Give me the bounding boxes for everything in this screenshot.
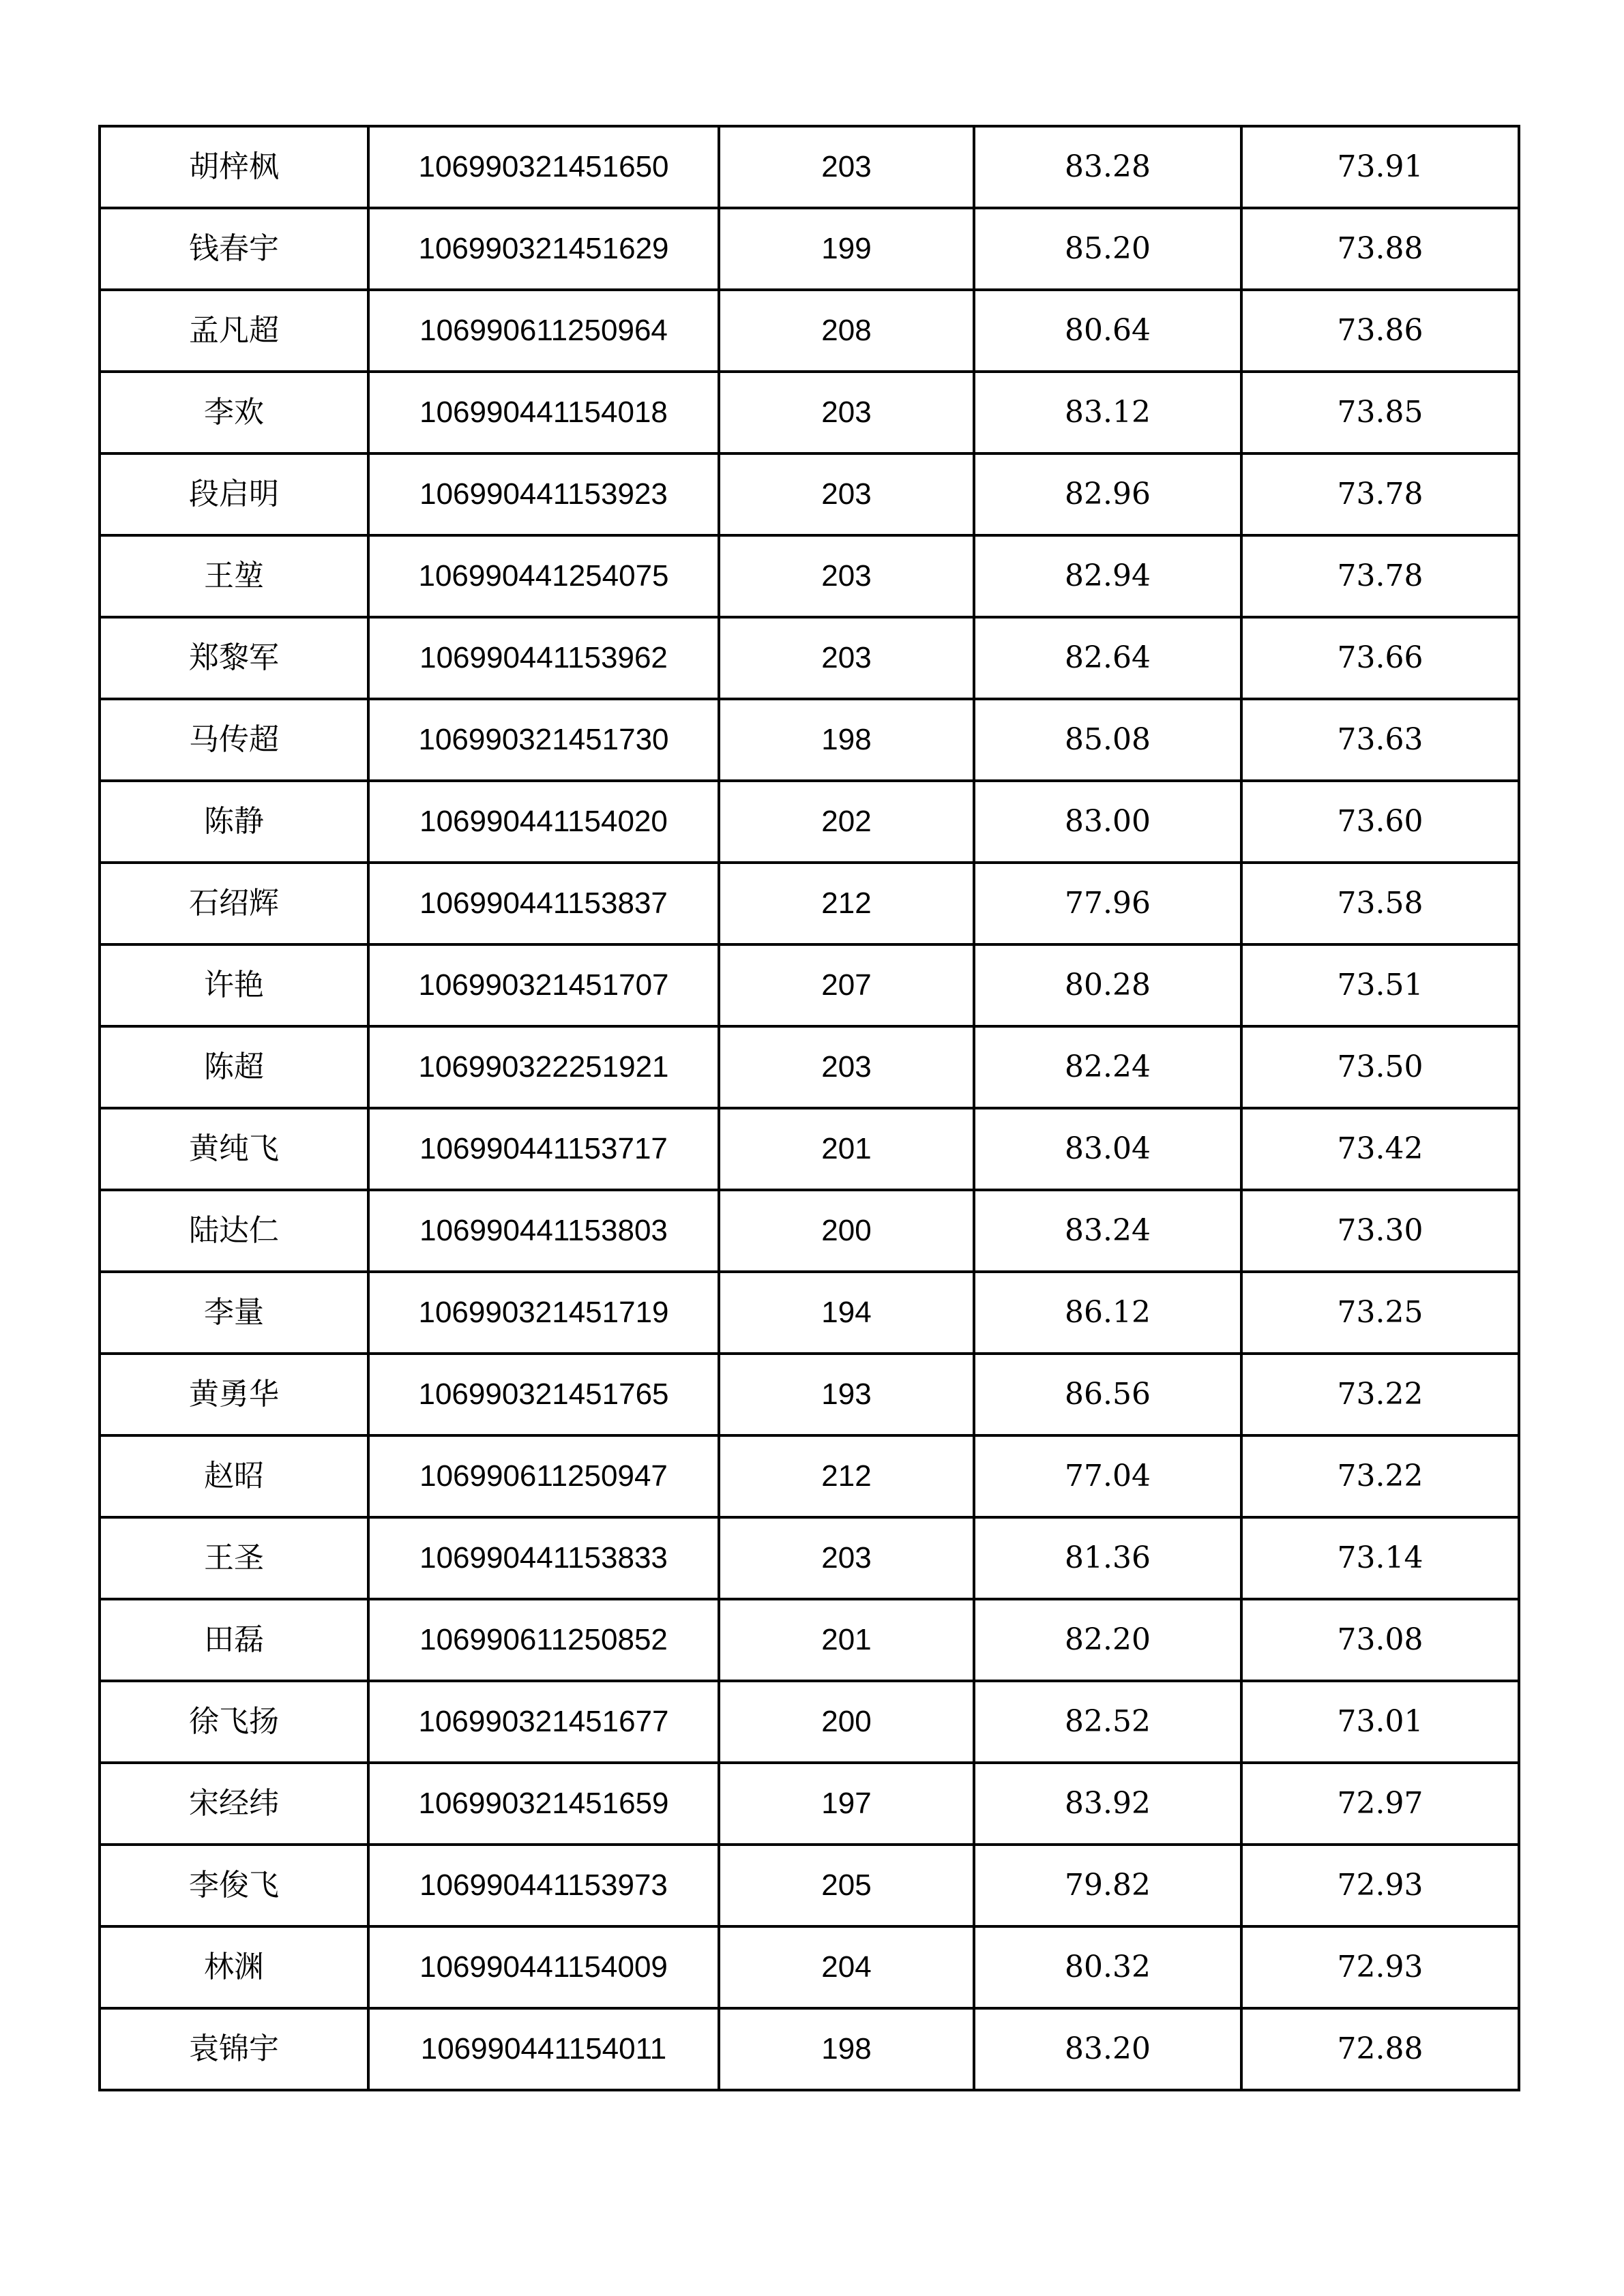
total-score-cell: 73.66	[1241, 617, 1519, 699]
table-row	[100, 290, 1519, 372]
total-score-cell: 72.97	[1241, 1763, 1519, 1845]
exam-id-cell: 106990441153962	[368, 617, 719, 699]
table-row	[100, 1681, 1519, 1763]
retest-score-cell: 82.64	[974, 617, 1241, 699]
candidate-name-cell: 陈超	[100, 1026, 368, 1108]
initial-score-cell: 194	[719, 1272, 974, 1354]
candidate-name-cell: 田磊	[100, 1599, 368, 1681]
table-row	[100, 1026, 1519, 1108]
retest-score-cell: 82.20	[974, 1599, 1241, 1681]
exam-id-cell: 106990611250852	[368, 1599, 719, 1681]
table-row	[100, 372, 1519, 453]
exam-id-cell: 106990441154020	[368, 781, 719, 863]
exam-id-cell: 106990441154018	[368, 372, 719, 453]
candidate-name-cell: 王圣	[100, 1517, 368, 1599]
candidate-name-cell: 徐飞扬	[100, 1681, 368, 1763]
candidate-name-cell: 马传超	[100, 699, 368, 781]
retest-score-cell: 82.96	[974, 453, 1241, 535]
initial-score-cell: 198	[719, 2008, 974, 2090]
table-row	[100, 535, 1519, 617]
table-row	[100, 1435, 1519, 1517]
table-row	[100, 1926, 1519, 2008]
retest-score-cell: 83.92	[974, 1763, 1241, 1845]
initial-score-cell: 203	[719, 126, 974, 208]
retest-score-cell: 80.28	[974, 944, 1241, 1026]
initial-score-cell: 197	[719, 1763, 974, 1845]
table-row	[100, 944, 1519, 1026]
total-score-cell: 73.63	[1241, 699, 1519, 781]
candidate-name-cell: 黄勇华	[100, 1354, 368, 1435]
candidate-name-cell: 许艳	[100, 944, 368, 1026]
initial-score-cell: 198	[719, 699, 974, 781]
initial-score-cell: 203	[719, 1517, 974, 1599]
initial-score-cell: 203	[719, 617, 974, 699]
table-row	[100, 699, 1519, 781]
initial-score-cell: 200	[719, 1190, 974, 1272]
exam-id-cell: 106990611250947	[368, 1435, 719, 1517]
table-row	[100, 453, 1519, 535]
total-score-cell: 73.01	[1241, 1681, 1519, 1763]
initial-score-cell: 202	[719, 781, 974, 863]
candidate-name-cell: 李量	[100, 1272, 368, 1354]
total-score-cell: 73.30	[1241, 1190, 1519, 1272]
retest-score-cell: 86.12	[974, 1272, 1241, 1354]
retest-score-cell: 86.56	[974, 1354, 1241, 1435]
retest-score-cell: 83.12	[974, 372, 1241, 453]
candidate-name-cell: 石绍辉	[100, 863, 368, 944]
retest-score-cell: 83.28	[974, 126, 1241, 208]
candidate-name-cell: 钱春宇	[100, 208, 368, 290]
total-score-cell: 73.50	[1241, 1026, 1519, 1108]
table-row	[100, 1599, 1519, 1681]
total-score-cell: 72.93	[1241, 1845, 1519, 1926]
candidate-name-cell: 宋经纬	[100, 1763, 368, 1845]
table-row	[100, 1272, 1519, 1354]
exam-id-cell: 106990441153833	[368, 1517, 719, 1599]
retest-score-cell: 79.82	[974, 1845, 1241, 1926]
retest-score-cell: 82.24	[974, 1026, 1241, 1108]
total-score-cell: 72.88	[1241, 2008, 1519, 2090]
exam-id-cell: 106990321451650	[368, 126, 719, 208]
total-score-cell: 73.78	[1241, 453, 1519, 535]
total-score-cell: 73.78	[1241, 535, 1519, 617]
total-score-cell: 73.25	[1241, 1272, 1519, 1354]
exam-id-cell: 106990321451629	[368, 208, 719, 290]
total-score-cell: 73.60	[1241, 781, 1519, 863]
exam-id-cell: 106990441254075	[368, 535, 719, 617]
exam-id-cell: 106990321451730	[368, 699, 719, 781]
initial-score-cell: 199	[719, 208, 974, 290]
candidate-name-cell: 李俊飞	[100, 1845, 368, 1926]
candidate-name-cell: 李欢	[100, 372, 368, 453]
total-score-cell: 73.86	[1241, 290, 1519, 372]
initial-score-cell: 212	[719, 1435, 974, 1517]
initial-score-cell: 203	[719, 1026, 974, 1108]
candidate-name-cell: 孟凡超	[100, 290, 368, 372]
initial-score-cell: 205	[719, 1845, 974, 1926]
total-score-cell: 73.22	[1241, 1354, 1519, 1435]
table-row	[100, 617, 1519, 699]
candidate-name-cell: 王堃	[100, 535, 368, 617]
exam-id-cell: 106990441153923	[368, 453, 719, 535]
total-score-cell: 73.14	[1241, 1517, 1519, 1599]
candidate-name-cell: 陈静	[100, 781, 368, 863]
retest-score-cell: 80.64	[974, 290, 1241, 372]
candidate-name-cell: 赵昭	[100, 1435, 368, 1517]
total-score-cell: 73.88	[1241, 208, 1519, 290]
candidate-name-cell: 胡梓枫	[100, 126, 368, 208]
initial-score-cell: 193	[719, 1354, 974, 1435]
table-row	[100, 1354, 1519, 1435]
score-table	[98, 125, 1520, 2091]
retest-score-cell: 81.36	[974, 1517, 1241, 1599]
initial-score-cell: 200	[719, 1681, 974, 1763]
exam-id-cell: 106990321451707	[368, 944, 719, 1026]
exam-id-cell: 106990321451765	[368, 1354, 719, 1435]
candidate-name-cell: 黄纯飞	[100, 1108, 368, 1190]
candidate-name-cell: 段启明	[100, 453, 368, 535]
exam-id-cell: 106990321451677	[368, 1681, 719, 1763]
candidate-name-cell: 林渊	[100, 1926, 368, 2008]
retest-score-cell: 83.20	[974, 2008, 1241, 2090]
table-row	[100, 1190, 1519, 1272]
score-table-body	[100, 126, 1519, 2090]
retest-score-cell: 83.24	[974, 1190, 1241, 1272]
table-row	[100, 863, 1519, 944]
exam-id-cell: 106990441153973	[368, 1845, 719, 1926]
exam-id-cell: 106990321451719	[368, 1272, 719, 1354]
retest-score-cell: 82.52	[974, 1681, 1241, 1763]
total-score-cell: 73.51	[1241, 944, 1519, 1026]
exam-id-cell: 106990611250964	[368, 290, 719, 372]
retest-score-cell: 85.08	[974, 699, 1241, 781]
exam-id-cell: 106990322251921	[368, 1026, 719, 1108]
retest-score-cell: 82.94	[974, 535, 1241, 617]
retest-score-cell: 80.32	[974, 1926, 1241, 2008]
table-row	[100, 1845, 1519, 1926]
retest-score-cell: 85.20	[974, 208, 1241, 290]
exam-id-cell: 106990441153717	[368, 1108, 719, 1190]
retest-score-cell: 83.00	[974, 781, 1241, 863]
exam-id-cell: 106990441153837	[368, 863, 719, 944]
initial-score-cell: 212	[719, 863, 974, 944]
table-row	[100, 1763, 1519, 1845]
initial-score-cell: 203	[719, 453, 974, 535]
initial-score-cell: 207	[719, 944, 974, 1026]
table-row	[100, 2008, 1519, 2090]
exam-id-cell: 106990441154011	[368, 2008, 719, 2090]
total-score-cell: 73.91	[1241, 126, 1519, 208]
table-row	[100, 208, 1519, 290]
table-row	[100, 1517, 1519, 1599]
candidate-name-cell: 陆达仁	[100, 1190, 368, 1272]
table-row	[100, 126, 1519, 208]
total-score-cell: 73.85	[1241, 372, 1519, 453]
retest-score-cell: 77.04	[974, 1435, 1241, 1517]
candidate-name-cell: 袁锦宇	[100, 2008, 368, 2090]
candidate-name-cell: 郑黎军	[100, 617, 368, 699]
table-row	[100, 1108, 1519, 1190]
total-score-cell: 73.22	[1241, 1435, 1519, 1517]
retest-score-cell: 77.96	[974, 863, 1241, 944]
retest-score-cell: 83.04	[974, 1108, 1241, 1190]
initial-score-cell: 201	[719, 1108, 974, 1190]
total-score-cell: 73.58	[1241, 863, 1519, 944]
initial-score-cell: 204	[719, 1926, 974, 2008]
total-score-cell: 72.93	[1241, 1926, 1519, 2008]
initial-score-cell: 203	[719, 535, 974, 617]
exam-id-cell: 106990321451659	[368, 1763, 719, 1845]
table-row	[100, 781, 1519, 863]
total-score-cell: 73.42	[1241, 1108, 1519, 1190]
exam-id-cell: 106990441153803	[368, 1190, 719, 1272]
initial-score-cell: 208	[719, 290, 974, 372]
total-score-cell: 73.08	[1241, 1599, 1519, 1681]
initial-score-cell: 201	[719, 1599, 974, 1681]
initial-score-cell: 203	[719, 372, 974, 453]
exam-id-cell: 106990441154009	[368, 1926, 719, 2008]
